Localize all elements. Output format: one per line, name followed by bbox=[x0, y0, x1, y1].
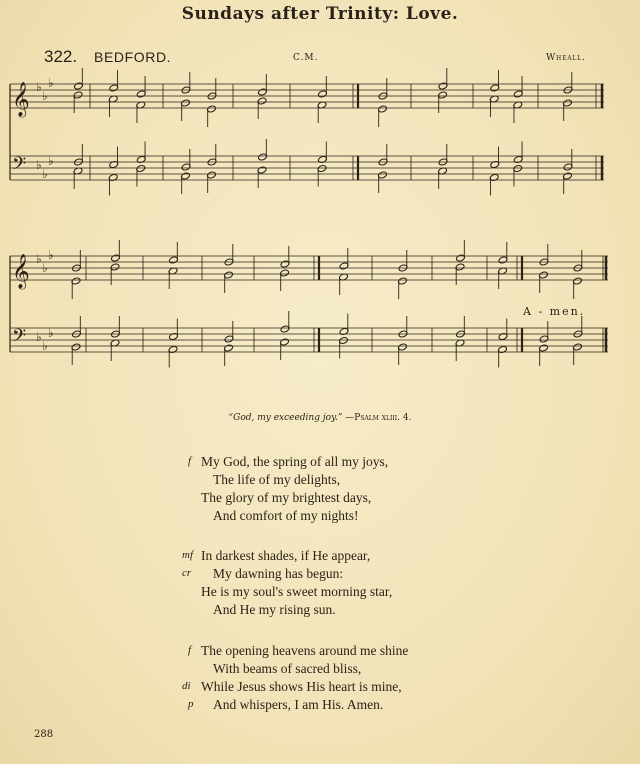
note bbox=[258, 139, 268, 161]
flat-sign: ♭ bbox=[48, 326, 54, 340]
note bbox=[110, 339, 120, 361]
note bbox=[438, 144, 448, 166]
verse-line: My dawning has begun: bbox=[213, 566, 344, 581]
epigraph-quote: “God, my exceeding joy.” bbox=[228, 413, 343, 423]
verse-line: While Jesus shows His heart is mine, bbox=[201, 679, 402, 694]
note bbox=[72, 316, 82, 338]
note bbox=[169, 242, 179, 264]
note bbox=[109, 70, 119, 92]
note bbox=[318, 142, 328, 164]
flat-sign: ♭ bbox=[36, 80, 42, 94]
verse-line: In darkest shades, if He appear, bbox=[201, 548, 371, 563]
epigraph bbox=[0, 413, 640, 423]
note bbox=[168, 345, 178, 367]
note bbox=[207, 144, 217, 166]
flat-sign: ♭ bbox=[42, 167, 48, 181]
note bbox=[72, 250, 82, 272]
note bbox=[318, 76, 328, 98]
note bbox=[169, 319, 179, 341]
note bbox=[207, 78, 217, 100]
note bbox=[378, 78, 388, 100]
system bbox=[10, 68, 604, 196]
note bbox=[111, 240, 121, 262]
note bbox=[280, 246, 290, 268]
epigraph-source: —Psalm xliii. 4. bbox=[345, 413, 412, 423]
note bbox=[339, 273, 349, 295]
note bbox=[74, 68, 84, 90]
verse-line: And comfort of my nights! bbox=[213, 508, 359, 523]
note bbox=[539, 344, 549, 366]
verse-line: The glory of my brightest days, bbox=[201, 490, 372, 505]
note bbox=[498, 242, 508, 264]
note bbox=[280, 338, 290, 360]
flat-sign: ♭ bbox=[36, 252, 42, 266]
meter: C.M. bbox=[293, 53, 319, 63]
note bbox=[573, 316, 583, 338]
flat-sign: ♭ bbox=[48, 154, 54, 168]
note bbox=[398, 250, 408, 272]
note bbox=[111, 316, 121, 338]
staff bbox=[10, 328, 608, 352]
note bbox=[181, 72, 191, 94]
clef: 𝄢 bbox=[12, 154, 27, 179]
flat-sign: ♭ bbox=[42, 261, 48, 275]
note bbox=[489, 95, 499, 117]
note bbox=[456, 240, 466, 262]
note bbox=[563, 172, 573, 194]
system bbox=[10, 240, 608, 368]
flat-sign: ♭ bbox=[42, 89, 48, 103]
note bbox=[513, 142, 523, 164]
note bbox=[455, 339, 465, 361]
note bbox=[498, 319, 508, 341]
note bbox=[280, 311, 290, 333]
flat-sign: ♭ bbox=[48, 248, 54, 262]
verse-line: The life of my delights, bbox=[213, 472, 341, 487]
note bbox=[168, 267, 178, 289]
staff bbox=[10, 256, 608, 280]
note bbox=[224, 344, 234, 366]
note bbox=[136, 142, 146, 164]
note bbox=[490, 147, 500, 169]
note bbox=[136, 76, 146, 98]
note bbox=[74, 144, 84, 166]
note bbox=[109, 147, 119, 169]
note bbox=[108, 95, 118, 117]
note bbox=[489, 173, 499, 195]
staff bbox=[10, 156, 604, 180]
dynamic-marking: f bbox=[188, 455, 192, 467]
hymn-number: 322. bbox=[44, 47, 78, 66]
note bbox=[257, 166, 267, 188]
running-head: Sundays after Trinity: Love. bbox=[181, 4, 459, 24]
note bbox=[456, 316, 466, 338]
note bbox=[438, 167, 448, 189]
verse-line: With beams of sacred bliss, bbox=[213, 661, 362, 676]
flat-sign: ♭ bbox=[36, 330, 42, 344]
note bbox=[498, 345, 508, 367]
note bbox=[181, 172, 191, 194]
note bbox=[563, 72, 573, 94]
dynamic-marking: p bbox=[188, 698, 194, 710]
note bbox=[73, 167, 83, 189]
note bbox=[339, 248, 349, 270]
flat-sign: ♭ bbox=[48, 76, 54, 90]
verse-line: And He my rising sun. bbox=[213, 602, 336, 617]
note bbox=[258, 74, 268, 96]
note bbox=[438, 68, 448, 90]
verse-line: My God, the spring of all my joys, bbox=[201, 454, 389, 469]
verse-line: He is my soul's sweet morning star, bbox=[201, 584, 393, 599]
note bbox=[317, 101, 327, 123]
flat-sign: ♭ bbox=[42, 339, 48, 353]
note bbox=[490, 70, 500, 92]
note bbox=[513, 101, 523, 123]
note bbox=[513, 76, 523, 98]
clef: 𝄞 bbox=[12, 82, 30, 117]
note bbox=[108, 173, 118, 195]
clef: 𝄞 bbox=[12, 254, 30, 289]
note bbox=[498, 267, 508, 289]
dynamic-marking: f bbox=[188, 644, 192, 656]
note bbox=[573, 250, 583, 272]
verse-line: The opening heavens around me shine bbox=[201, 643, 409, 658]
flat-sign: ♭ bbox=[36, 158, 42, 172]
clef: 𝄢 bbox=[12, 326, 27, 351]
dynamic-marking: di bbox=[182, 680, 191, 692]
note bbox=[539, 244, 549, 266]
amen-lyric: A - men. bbox=[523, 305, 586, 318]
note bbox=[339, 314, 349, 336]
dynamic-marking: cr bbox=[182, 567, 192, 579]
composer: Wheall. bbox=[546, 53, 586, 63]
note bbox=[224, 244, 234, 266]
tune-name: BEDFORD. bbox=[94, 49, 172, 65]
page-number: 288 bbox=[34, 729, 54, 740]
dynamic-marking: mf bbox=[182, 549, 193, 561]
note bbox=[136, 101, 146, 123]
verse-line: And whispers, I am His. Amen. bbox=[213, 697, 384, 712]
note bbox=[378, 144, 388, 166]
note bbox=[398, 316, 408, 338]
